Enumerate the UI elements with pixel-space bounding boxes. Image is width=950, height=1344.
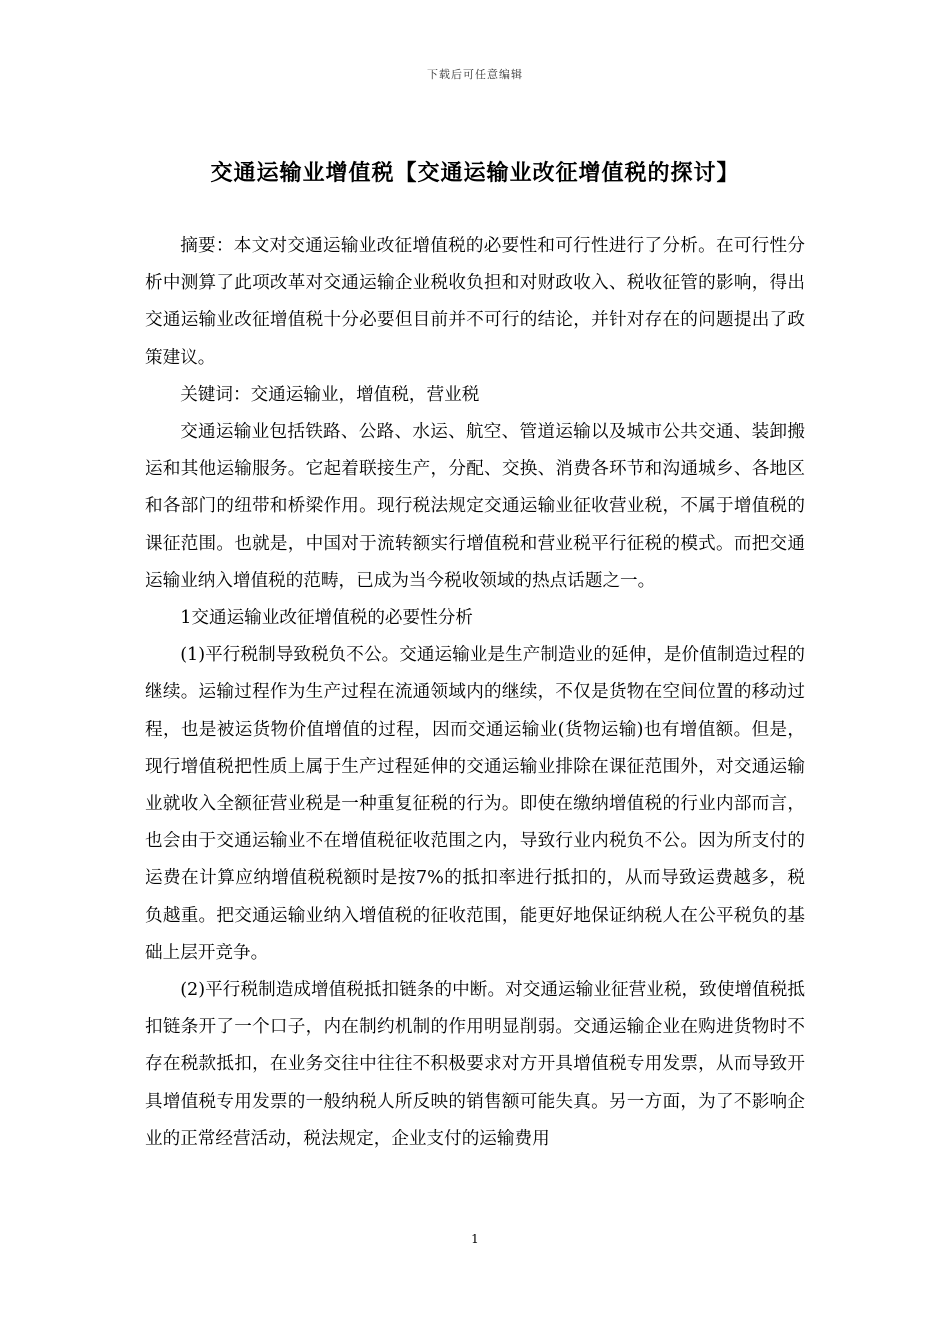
intro-paragraph: 交通运输业包括铁路、公路、水运、航空、管道运输以及城市公共交通、装卸搬运和其他运输服务。它起着联接生产，分配、交换、消费各环节和沟通城乡、各地区和各部门的纽带和桥梁作用。现行税法规定交通运输业征收营业税，不属于增值税的课征范围。也就是，中国对于流转额实行增值税和营业税平行征税的模式。而把交通运输业纳入增值税的范畴，已成为当今税收领域的热点话题之一。	[145, 422, 805, 591]
header-note: 下载后可任意编辑	[427, 68, 523, 81]
document-title: 交通运输业增值税【交通运输业改征增值税的探讨】	[210, 160, 740, 186]
abstract-paragraph: 摘要：本文对交通运输业改征增值税的必要性和可行性进行了分析。在可行性分析中测算了此项改革对交通运输企业税收负担和对财政收入、税收征管的影响，得出交通运输业改征增值税十分必要但目前并不可行的结论，并针对存在的问题提出了政策建议。	[145, 236, 805, 368]
body-paragraph: (2)平行税制造成增值税抵扣链条的中断。对交通运输业征营业税，致使增值税抵扣链条开了一个口子，内在制约机制的作用明显削弱。交通运输企业在购进货物时不存在税款抵扣，在业务交往中往往不积极要求对方开具增值税专用发票，从而导致开具增值税专用发票的一般纳税人所反映的销售额可能失真。另一方面，为了不影响企业的正常经营活动，税法规定，企业支付的运输费用	[145, 980, 805, 1149]
body-paragraph: (1)平行税制导致税负不公。交通运输业是生产制造业的延伸，是价值制造过程的继续。运输过程作为生产过程在流通领域内的继续，不仅是货物在空间位置的移动过程，也是被运货物价值增值的过程，因而交通运输业(货物运输)也有增值额。但是，现行增值税把性质上属于生产过程延伸的交通运输业排除在课征范围外，对交通运输业就收入全额征营业税是一种重复征税的行为。即使在缴纳增值税的行业内部而言，也会由于交通运输业不在增值税征收范围之内，导致行业内税负不公。因为所支付的运费在计算应纳增值税税额时是按7%的抵扣率进行抵扣的，从而导致运费越多，税负越重。把交通运输业纳入增值税的征收范围，能更好地保证纳税人在公平税负的基础上层开竞争。	[145, 645, 805, 963]
keywords-paragraph: 关键词：交通运输业，增值税，营业税	[180, 384, 480, 405]
section-heading: 1交通运输业改征增值税的必要性分析	[180, 608, 473, 629]
page-number: 1	[471, 1232, 479, 1246]
document-body	[145, 228, 805, 1158]
